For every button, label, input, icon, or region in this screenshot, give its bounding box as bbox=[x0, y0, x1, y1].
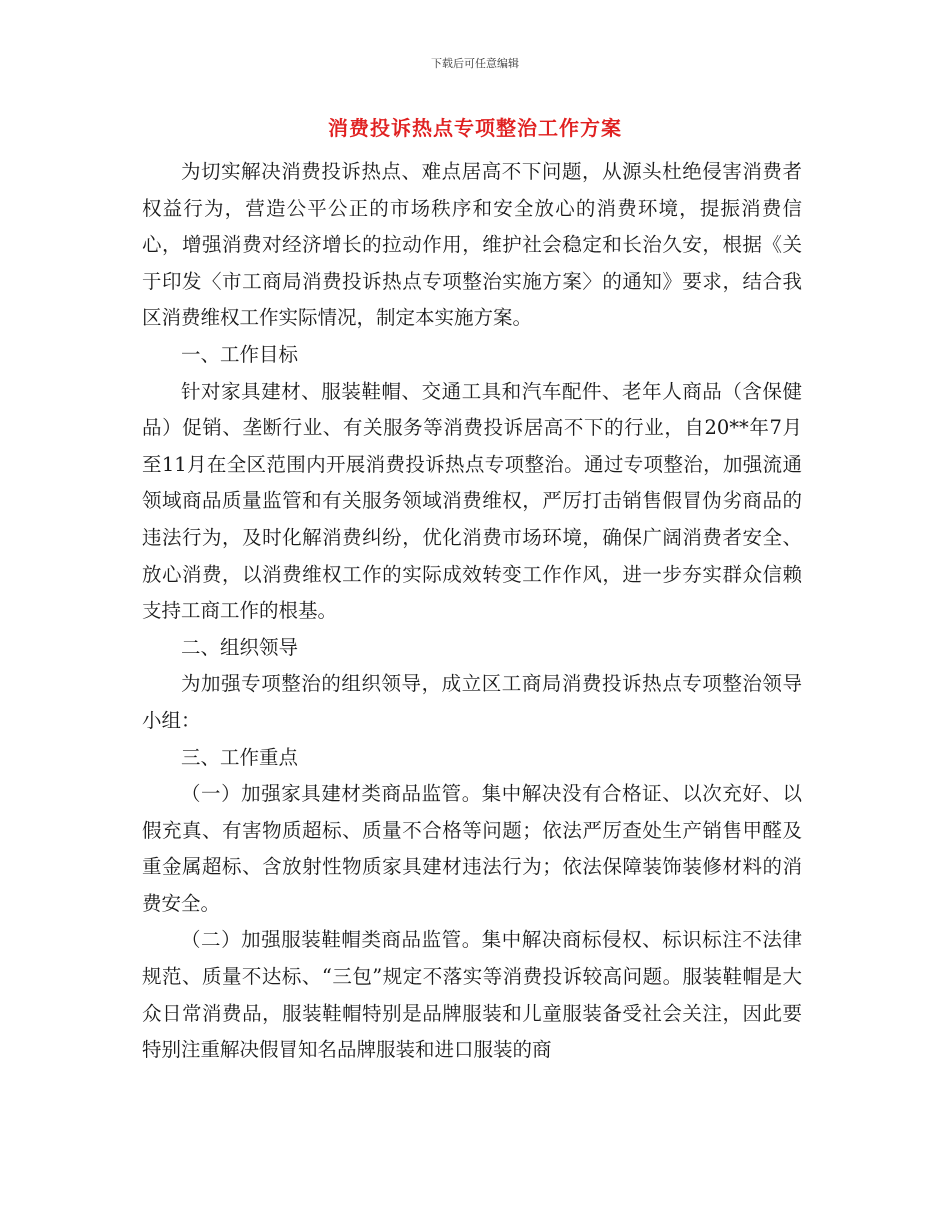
paragraph-organization: 为加强专项整治的组织领导，成立区工商局消费投诉热点专项整治领导小组： bbox=[142, 672, 802, 732]
header-note: 下载后可任意编辑 bbox=[431, 57, 519, 70]
paragraph-goals: 针对家具建材、服装鞋帽、交通工具和汽车配件、老年人商品（含保健品）促销、垄断行业、有关服务等消费投诉居高不下的行业，自20**年7月至11月在全区范围内开展消费投诉热点专项整治。通过专项整治，加强流通领域商品质量监管和有关服务领域消费维权，严厉打击销售假冒伪劣商品的违法行为，及时化解消费纠纷，优化消费市场环境，确保广阔消费者安全、放心消费，以消费维权工作的实际成效转变工作作风，进一步夯实群众信赖支持工商工作的根基。 bbox=[142, 379, 802, 623]
section-heading-key-tasks: 三、工作重点 bbox=[181, 745, 299, 769]
paragraph-intro: 为切实解决消费投诉热点、难点居高不下问题，从源头杜绝侵害消费者权益行为，营造公平公正的市场秩序和安全放心的消费环境，提振消费信心，增强消费对经济增长的拉动作用，维护社会稳定和长治久安，根据《关于印发〈市工商局消费投诉热点专项整治实施方案〉的通知》要求，结合我区消费维权工作实际情况，制定本实施方案。 bbox=[142, 160, 802, 330]
paragraph-task-2: （二）加强服装鞋帽类商品监管。集中解决商标侵权、标识标注不法律规范、质量不达标、“三包”规定不落实等消费投诉较高问题。服装鞋帽是大众日常消费品，服装鞋帽特别是品牌服装和儿童服装备受社会关注，因此要特别注重解决假冒知名品牌服装和进口服装的商 bbox=[142, 928, 802, 1062]
section-heading-goals: 一、工作目标 bbox=[181, 342, 299, 366]
paragraph-task-1: （一）加强家具建材类商品监管。集中解决没有合格证、以次充好、以假充真、有害物质超标、质量不合格等问题；依法严厉查处生产销售甲醛及重金属超标、含放射性物质家具建材违法行为；依法保障装饰装修材料的消费安全。 bbox=[142, 782, 802, 915]
document-body bbox=[142, 154, 802, 1069]
section-heading-organization: 二、组织领导 bbox=[181, 635, 299, 659]
document-title: 消费投诉热点专项整治工作方案 bbox=[328, 116, 622, 140]
